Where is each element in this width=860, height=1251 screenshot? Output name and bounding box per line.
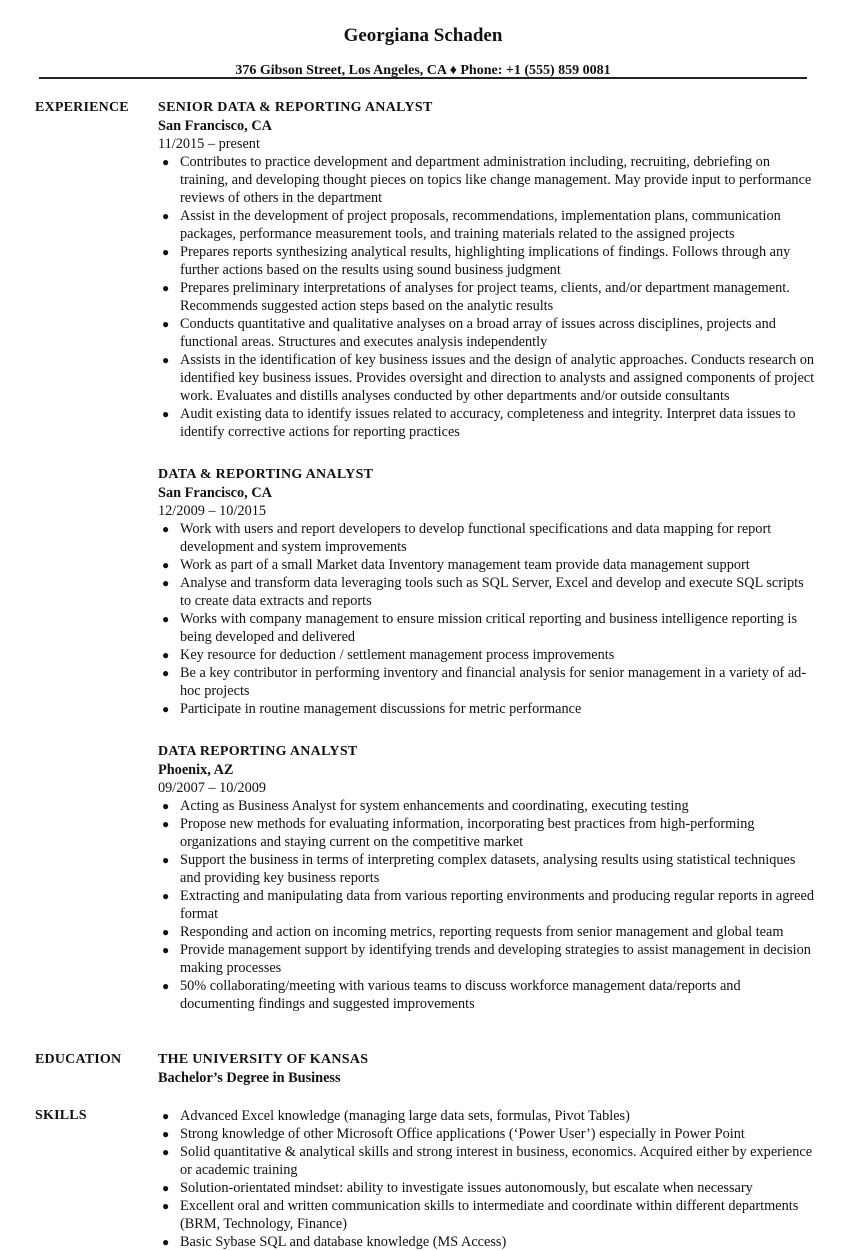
list-item: ● Participate in routine management discussions for metric performance xyxy=(162,701,582,717)
bullet-icon: ● xyxy=(162,666,170,680)
list-item: ● Solid quantitative & analytical skills and strong interest in business, economics. Acquired either by experience or academic training xyxy=(162,1144,813,1178)
job-location: San Francisco, CA xyxy=(158,485,272,501)
bullet-icon: ● xyxy=(162,648,170,662)
bullet-icon: ● xyxy=(162,889,170,903)
education-label: EDUCATION xyxy=(35,1052,122,1067)
candidate-name: Georgiana Schaden xyxy=(343,25,503,46)
list-item: ● Responding and action on incoming metrics, reporting requests from senior management and global team xyxy=(162,924,784,940)
list-item: ● Support the business in terms of interpreting complex datasets, analysing results using statistical techniques and providing key business reports xyxy=(162,852,796,886)
job-title: SENIOR DATA & REPORTING ANALYST xyxy=(158,100,433,115)
bullet-icon: ● xyxy=(162,1109,170,1123)
list-item: ● Prepares preliminary interpretations of analyses for project teams, clients, and/or department management. Recommends suggested action steps based on the analytic results xyxy=(162,280,790,314)
list-item: ● Assist in the development of project proposals, recommendations, implementation plans, communication packages, performance measurement tools, and training materials related to the assigned projects xyxy=(162,208,781,242)
bullet-icon: ● xyxy=(162,1145,170,1159)
job-entry xyxy=(158,743,818,1013)
job-bullets xyxy=(158,153,818,441)
job-bullets xyxy=(158,797,818,1013)
list-item: ● Contributes to practice development and department administration including, recruiting, debriefing on training, and developing thought pieces on topics like change management. May provide input to performance reviews of others in the department xyxy=(162,154,812,206)
header-divider xyxy=(39,77,807,79)
bullet-icon: ● xyxy=(162,925,170,939)
job-entry xyxy=(158,466,818,718)
bullet-icon: ● xyxy=(162,281,170,295)
list-item: ● Work with users and report developers to develop functional specifications and data mapping for report development and system improvements xyxy=(162,521,772,555)
list-item: ● Propose new methods for evaluating information, incorporating best practices from high-performing organizations and staying current on the competitive market xyxy=(162,816,755,850)
list-item: ● Basic Sybase SQL and database knowledge (MS Access) xyxy=(162,1234,507,1250)
bullet-icon: ● xyxy=(162,979,170,993)
list-item: ● Be a key contributor in performing inventory and financial analysis for senior management in a variety of ad-hoc projects xyxy=(162,665,807,699)
job-dates: 09/2007 – 10/2009 xyxy=(158,780,267,796)
bullet-icon: ● xyxy=(162,702,170,716)
bullet-icon: ● xyxy=(162,943,170,957)
job-dates: 12/2009 – 10/2015 xyxy=(158,503,267,519)
bullet-icon: ● xyxy=(162,1235,170,1249)
bullet-icon: ● xyxy=(162,155,170,169)
bullet-icon: ● xyxy=(162,817,170,831)
bullet-icon: ● xyxy=(162,576,170,590)
list-item: ● 50% collaborating/meeting with various teams to discuss workforce management data/reports and documenting findings and suggested improvements xyxy=(162,978,741,1012)
list-item: ● Prepares reports synthesizing analytical results, highlighting implications of findings. Follows through any further actions based on the results using sound business judgment xyxy=(162,244,791,278)
experience-label: EXPERIENCE xyxy=(35,100,129,115)
bullet-icon: ● xyxy=(162,245,170,259)
list-item: ● Provide management support by identifying trends and developing strategies to assist management in decision making processes xyxy=(162,942,811,976)
bullet-icon: ● xyxy=(162,1127,170,1141)
contact-line: 376 Gibson Street, Los Angeles, CA ♦ Phone: +1 (555) 859 0081 xyxy=(235,63,611,78)
education-body xyxy=(158,1051,818,1087)
list-item: ● Audit existing data to identify issues related to accuracy, completeness and integrity. Interpret data issues to identify corrective actions for reporting practices xyxy=(162,406,796,440)
job-title: DATA REPORTING ANALYST xyxy=(158,744,358,759)
job-entry xyxy=(158,99,818,441)
job-location: San Francisco, CA xyxy=(158,118,272,134)
school-name: THE UNIVERSITY OF KANSAS xyxy=(158,1052,369,1067)
job-location: Phoenix, AZ xyxy=(158,762,234,778)
bullet-icon: ● xyxy=(162,1181,170,1195)
skills-list xyxy=(158,1107,818,1251)
bullet-icon: ● xyxy=(162,407,170,421)
list-item: ● Key resource for deduction / settlement management process improvements xyxy=(162,647,615,663)
list-item: ● Work as part of a small Market data Inventory management team provide data management support xyxy=(162,557,750,573)
bullet-icon: ● xyxy=(162,558,170,572)
job-title: DATA & REPORTING ANALYST xyxy=(158,467,374,482)
bullet-icon: ● xyxy=(162,209,170,223)
list-item: ● Extracting and manipulating data from various reporting environments and producing regular reports in agreed format xyxy=(162,888,815,922)
list-item: ● Works with company management to ensure mission critical reporting and business intelligence reporting is being developed and delivered xyxy=(162,611,798,645)
skills-body xyxy=(158,1107,818,1251)
list-item: ● Analyse and transform data leveraging tools such as SQL Server, Excel and develop and execute SQL scripts to create data extracts and reports xyxy=(162,575,804,609)
bullet-icon: ● xyxy=(162,1199,170,1213)
list-item: ● Excellent oral and written communication skills to intermediate and coordinate within different departments (BRM, Technology, Finance) xyxy=(162,1198,799,1232)
bullet-icon: ● xyxy=(162,353,170,367)
bullet-icon: ● xyxy=(162,317,170,331)
bullet-icon: ● xyxy=(162,853,170,867)
job-bullets xyxy=(158,520,818,718)
bullet-icon: ● xyxy=(162,612,170,626)
list-item: ● Assists in the identification of key business issues and the design of analytic approaches. Conducts research on identified key business issues. Provides oversight and direction to analysts and assigned components of project work. Evaluates and distills analyses conducted by other departments and/or outside consultants xyxy=(162,352,815,404)
degree: Bachelor’s Degree in Business xyxy=(158,1070,341,1086)
bullet-icon: ● xyxy=(162,522,170,536)
skills-label: SKILLS xyxy=(35,1108,87,1123)
list-item: ● Conducts quantitative and qualitative analyses on a broad array of issues across disciplines, projects and functional areas. Structures and executes analysis independently xyxy=(162,316,776,350)
job-dates: 11/2015 – present xyxy=(158,136,260,152)
list-item: ● Strong knowledge of other Microsoft Office applications (‘Power User’) especially in Power Point xyxy=(162,1126,745,1142)
list-item: ● Acting as Business Analyst for system enhancements and coordinating, executing testing xyxy=(162,798,689,814)
resume-header xyxy=(0,24,846,80)
bullet-icon: ● xyxy=(162,799,170,813)
list-item: ● Advanced Excel knowledge (managing large data sets, formulas, Pivot Tables) xyxy=(162,1108,630,1124)
experience-body xyxy=(158,99,818,1038)
list-item: ● Solution-orientated mindset: ability to investigate issues autonomously, but escalate when necessary xyxy=(162,1180,753,1196)
